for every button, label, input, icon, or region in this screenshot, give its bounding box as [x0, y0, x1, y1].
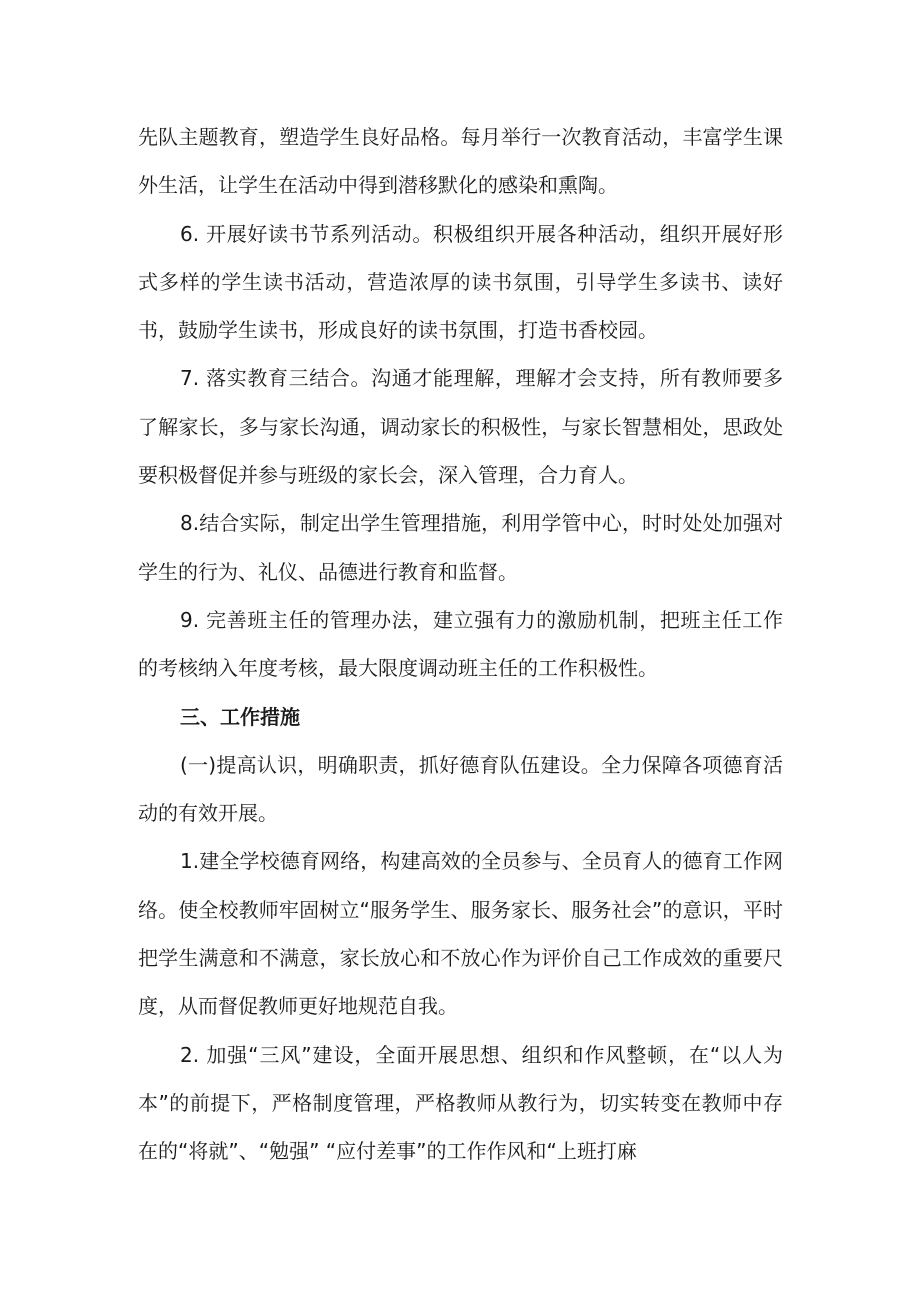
paragraph-item-9: 9. 完善班主任的管理办法，建立强有力的激励机制，把班主任工作的考核纳入年度考核，最大限度调动班主任的工作积极性。 [138, 607, 783, 681]
document-body [138, 113, 783, 1176]
paragraph-item-8: 8.结合实际，制定出学生管理措施，利用学管中心，时时处处加强对学生的行为、礼仪、品德进行教育和监督。 [138, 511, 783, 584]
paragraph-measure-2: 2. 加强“三风”建设，全面开展思想、组织和作风整顿，在“以人为本”的前提下，严格制度管理，严格教师从教行为，切实转变在教师中存在的“将就”、“勉强” “应付差事”的工作作风和“上班打麻 [138, 1042, 783, 1164]
paragraph-measure-1: 1.建全学校德育网络，构建高效的全员参与、全员育人的德育工作网络。使全校教师牢固树立“服务学生、服务家长、服务社会”的意识，平时把学生满意和不满意，家长放心和不放心作为评价自己工作成效的重要尺度，从而督促教师更好地规范自我。 [138, 849, 783, 1019]
paragraph-continuation: 先队主题教育，塑造学生良好品格。每月举行一次教育活动，丰富学生课外生活，让学生在活动中得到潜移默化的感染和熏陶。 [138, 125, 783, 198]
subsection-heading: (一)提高认识，明确职责，抓好德育队伍建设。全力保障各项德育活动的有效开展。 [138, 752, 783, 826]
paragraph-item-7: 7. 落实教育三结合。沟通才能理解，理解才会支持，所有教师要多了解家长，多与家长沟通，调动家长的积极性，与家长智慧相处，思政处要积极督促并参与班级的家长会，深入管理，合力育人。 [138, 366, 783, 488]
paragraph-item-6: 6. 开展好读书节系列活动。积极组织开展各种活动，组织开展好形式多样的学生读书活动，营造浓厚的读书氛围，引导学生多读书、读好书，鼓励学生读书，形成良好的读书氛围，打造书香校园。 [138, 221, 783, 343]
section-heading: 三、工作措施 [180, 704, 300, 729]
